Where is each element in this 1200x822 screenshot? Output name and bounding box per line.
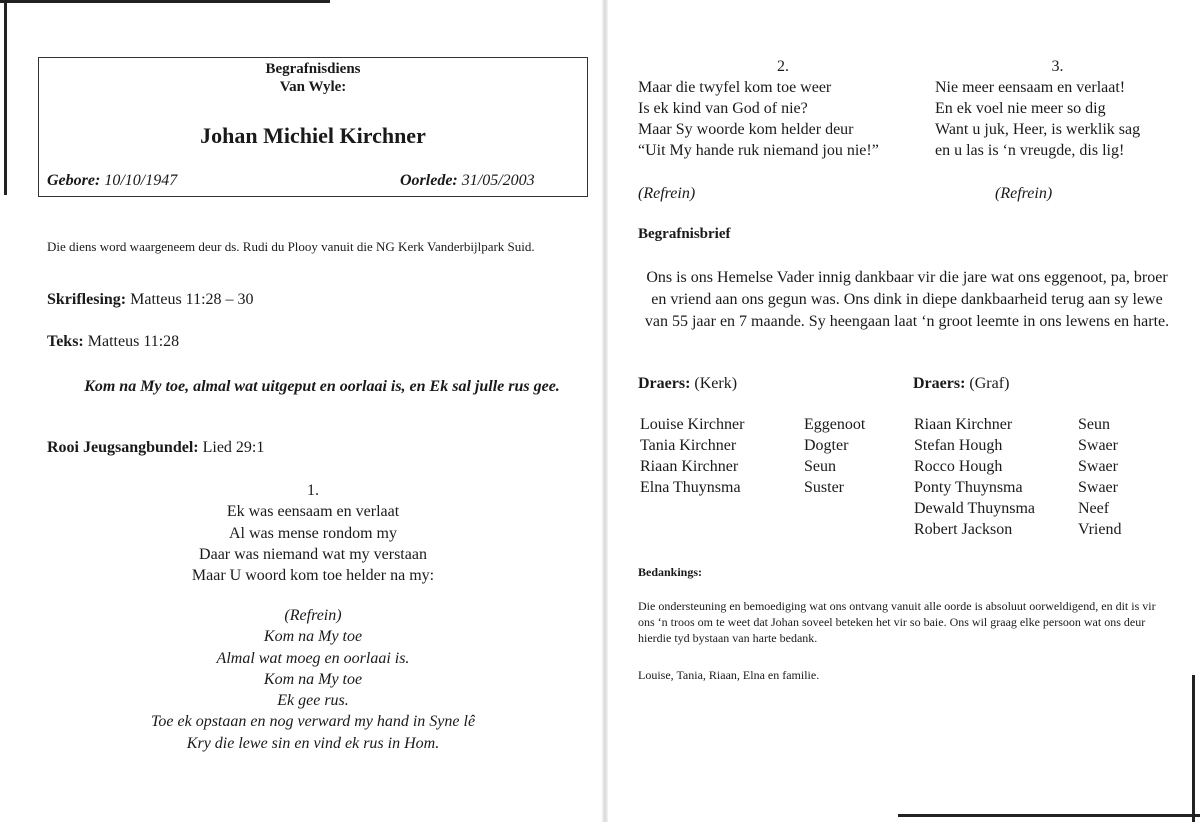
verse-2 [638, 56, 928, 161]
bearer-name: Elna Thuynsma [640, 479, 741, 496]
bearer-name: Rocco Hough [914, 458, 1003, 475]
refrain-line: Kry die lewe sin en vind ek rus in Hom. [186, 734, 440, 752]
bearer-name: Robert Jackson [914, 521, 1013, 538]
bearers-grave-roles [1078, 414, 1121, 540]
bearers-church-roles [804, 414, 865, 498]
refrain-ref-3: (Refrein) [995, 185, 1053, 202]
refrain-line: Ek gee rus. [277, 692, 349, 710]
verse-line: “Uit My hande ruk niemand jou nie!” [638, 142, 879, 159]
sermon-text: Teks: Matteus 11:28 [47, 333, 180, 350]
corner-rule-left [4, 0, 7, 195]
bearer-role: Swaer [1078, 479, 1118, 496]
signature: Louise, Tania, Riaan, Elna en familie. [638, 668, 820, 682]
died-date: Oorlede: 31/05/2003 [400, 172, 535, 189]
page-fold [602, 0, 608, 822]
bearer-role: Vriend [1078, 521, 1122, 538]
verse-1 [38, 480, 588, 586]
header-subtitle: Van Wyle: [279, 79, 347, 95]
refrain-line: Almal wat moeg en oorlaai is. [216, 649, 410, 667]
corner-rule-top [0, 0, 330, 3]
verse-line: Maar U woord kom toe helder na my: [191, 567, 435, 585]
bearers-church-heading: Draers: (Kerk) [638, 375, 738, 392]
service-note: Die diens word waargeneem deur ds. Rudi du Plooy vanuit die NG Kerk Vanderbijlpark Suid. [47, 239, 535, 254]
verse-2-number: 2. [777, 58, 789, 75]
verse-line: Nie meer eensaam en verlaat! [935, 79, 1126, 96]
verse-line: Maar die twyfel kom toe weer [638, 79, 832, 96]
bearers-grave-names [914, 414, 1035, 540]
bearer-role: Seun [1078, 416, 1110, 433]
thanks-text: Die ondersteuning en bemoediging wat ons ontvang vanuit alle oorde is absoluut oorweldigend, en dit is vir ons ‘n troos om te weet dat Johan soveel beteken het vir so baie. Ons wil graag elke persoon wat ons deur hierdie tyd bystaan van harte bedank. [638, 599, 1156, 645]
verse-line: Daar was niemand wat my verstaan [199, 545, 427, 563]
verse-3 [935, 56, 1180, 161]
bearer-name: Riaan Kirchner [640, 458, 739, 475]
bearer-name: Dewald Thuynsma [914, 500, 1036, 517]
bearer-role: Seun [804, 458, 836, 475]
corner-rule-right [1192, 675, 1195, 822]
corner-rule-bottom [898, 814, 1200, 817]
bearer-role: Suster [804, 479, 844, 496]
bearer-name: Ponty Thuynsma [914, 479, 1023, 496]
songbook: Rooi Jeugsangbundel: Lied 29:1 [47, 439, 265, 456]
bearer-role: Swaer [1078, 458, 1118, 475]
scripture-reading: Skriflesing: Matteus 11:28 – 30 [47, 291, 254, 308]
letter-heading: Begrafnisbrief [638, 226, 731, 242]
bearers-grave-heading: Draers: (Graf) [913, 375, 1010, 392]
verse-line: en u las is ‘n vreugde, dis lig! [935, 142, 1125, 159]
quote: Kom na My toe, almal wat uitgeput en oorlaai is, en Ek sal julle rus gee. [84, 378, 560, 395]
refrain-ref-2: (Refrein) [638, 185, 696, 202]
refrain-label: (Refrein) [284, 607, 342, 624]
bearer-role: Eggenoot [804, 416, 866, 433]
refrain-line: Kom na My toe [263, 670, 363, 688]
refrain-line: Kom na My toe [263, 628, 363, 646]
verse-line: En ek voel nie meer so dig [935, 100, 1106, 117]
refrain-line: Toe ek opstaan en nog verward my hand in Syne lê [150, 713, 476, 731]
deceased-name: Johan Michiel Kirchner [200, 123, 426, 148]
born-date: Gebore: 10/10/1947 [47, 172, 178, 189]
letter-text: Ons is ons Hemelse Vader innig dankbaar vir die jare wat ons eggenoot, pa, broer en vriend aan ons gegun was. Ons dink in diepe dankbaarheid terug aan sy lewe van 55 jaar en 7 maande. Sy heengaan laat ‘n groot leemte in ons lewens en harte. [644, 269, 1170, 330]
verse-line: Al was mense rondom my [229, 524, 397, 542]
verse-line: Is ek kind van God of nie? [638, 100, 808, 117]
verse-3-number: 3. [1051, 58, 1064, 75]
verse-1-number: 1. [307, 482, 319, 499]
bearer-role: Dogter [804, 437, 849, 454]
refrain [38, 605, 588, 754]
bearers-church-names [640, 414, 744, 498]
bearer-name: Stefan Hough [914, 437, 1003, 454]
verse-line: Ek was eensaam en verlaat [226, 503, 400, 521]
bearer-role: Neef [1078, 500, 1110, 517]
header-title: Begrafnisdiens [265, 61, 361, 77]
thanks-heading: Bedankings: [638, 565, 703, 579]
bearer-role: Swaer [1078, 437, 1118, 454]
verse-line: Maar Sy woorde kom helder deur [638, 121, 854, 138]
verse-line: Want u juk, Heer, is werklik sag [935, 121, 1141, 138]
bearer-name: Louise Kirchner [640, 416, 745, 433]
bearer-name: Tania Kirchner [640, 437, 737, 454]
bearer-name: Riaan Kirchner [914, 416, 1013, 433]
